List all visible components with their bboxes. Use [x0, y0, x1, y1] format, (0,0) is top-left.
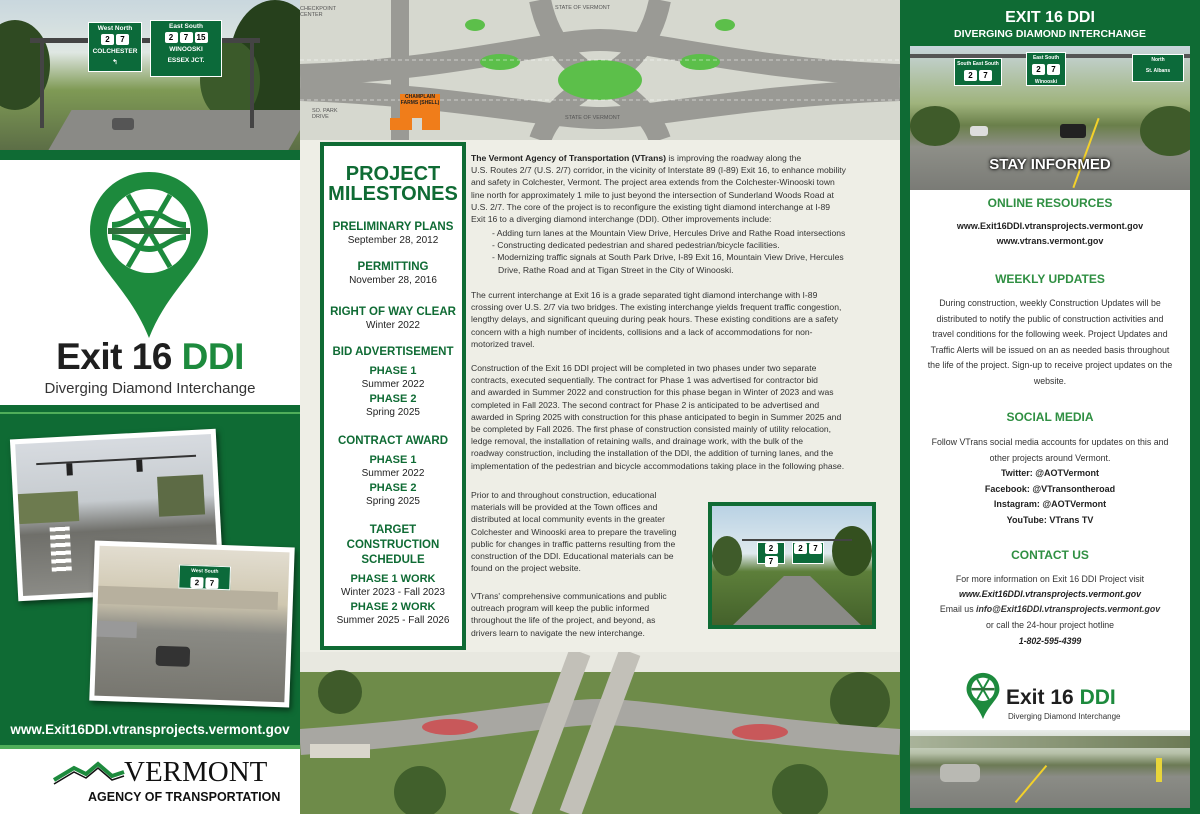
west-north-sign: West North 2 7 COLCHESTER ↰: [88, 22, 142, 72]
social-media-text: Follow VTrans social media accounts for updates on this and other projects around Vermont.: [931, 437, 1169, 463]
milestone-heading: PRELIMINARY PLANS: [332, 221, 454, 233]
milestone-heading: RIGHT OF WAY CLEAR: [330, 306, 456, 318]
weekly-updates-heading: WEEKLY UPDATES: [995, 272, 1105, 286]
logo-title: [0, 336, 300, 378]
map-label: CHECKPOINT CENTER: [300, 6, 336, 18]
vermont-wordmark: VERMONT: [124, 756, 268, 788]
logo-title-ddi: DDI: [181, 336, 244, 377]
list-item: - Adding turn lanes at the Mountain View Drive, Hercules Drive and Rathe Road intersections: [492, 228, 846, 238]
online-resources-heading: ONLINE RESOURCES: [987, 196, 1113, 210]
map-tag: CHAMPLAIN FARMS (SHELL): [400, 94, 440, 118]
contact-email-link[interactable]: info@Exit16DDI.vtransprojects.vermont.gov: [976, 604, 1161, 614]
list-item: - Modernizing traffic signals at South Park Drive, I-89 Exit 16, Mountain View Drive, Hercules: [492, 252, 844, 263]
milestone-date: Spring 2025: [366, 407, 420, 418]
milestone-date: November 28, 2016: [349, 275, 437, 286]
youtube-link[interactable]: YouTube: VTrans TV: [1006, 514, 1094, 525]
contact-hotline-line: or call the 24-hour project hotline: [985, 620, 1115, 630]
weekly-updates-text: During construction, weekly Construction Updates will be distributed to notify the public of construction activities and travel conditions for the following week. Project Updates and Traffic Alerts will be issued on an as needed basis throughout the life of the project. Sign-up to receive project updates on the website.: [927, 298, 1173, 386]
milestone-heading: TARGET: [369, 524, 417, 536]
social-media-heading: SOCIAL MEDIA: [1006, 410, 1094, 424]
right-logo-title: Exit 16 DDI: [1006, 686, 1116, 709]
contact-website-link[interactable]: www.Exit16DDI.vtransprojects.vermont.gov: [958, 589, 1141, 599]
list-item: - Constructing dedicated pedestrian and shared pedestrian/bicycle facilities.: [492, 240, 780, 251]
vtrans-link[interactable]: www.vtrans.vermont.gov: [996, 236, 1104, 246]
instagram-link[interactable]: Instagram: @AOTVermont: [993, 499, 1107, 509]
overhead-signs-photo: South East South 2 7 East South 2 7 Winooski North St. Albans: [910, 46, 1190, 190]
improvements-list: [492, 227, 882, 276]
east-south-sign: East South 2 7 15 WINOOSKI ESSEX JCT.: [150, 20, 222, 77]
agency-wordmark: AGENCY OF TRANSPORTATION: [88, 790, 281, 804]
green-accent-line: [0, 412, 300, 414]
milestone-date: Summer 2022: [361, 468, 425, 479]
facebook-link[interactable]: Facebook: @VTransontheroad: [984, 483, 1116, 494]
milestone-heading: PERMITTING: [357, 261, 429, 273]
milestone-date: Winter 2022: [366, 320, 420, 331]
right-logo-subtitle: Diverging Diamond Interchange: [1008, 712, 1121, 721]
milestone-date: September 28, 2012: [347, 235, 439, 246]
list-item: Drive, Rathe Road and at Tigan Street in the City of Winooski.: [498, 264, 734, 275]
milestone-phase: PHASE 2: [369, 482, 417, 494]
highway-signs-photo: [0, 0, 300, 150]
overpass-photo: West South 2 7: [89, 541, 294, 708]
milestone-phase: PHASE 2: [369, 393, 417, 405]
education-paragraph: Prior to and throughout construction, educational materials will be provided at the Town offices and distributed at local community events in the greater Colchester and Winooski area to prepare the traveling public for changes in traffic patterns resulting from the construction of the DDI. Educational materials can be found on the project website.: [471, 490, 677, 574]
top-plan-map: [300, 0, 900, 140]
milestone-date: Winter 2023 - Fall 2023: [341, 587, 445, 598]
map-label: SO. PARK DRIVE: [312, 108, 338, 120]
map-label: STATE OF VERMONT: [565, 115, 621, 121]
current-interchange-paragraph: The current interchange at Exit 16 is a grade separated tight diamond interchange with I-89 crossing over U.S. 2/7 via two bridges. The existing interchange yields frequent traffic congestion, lengthy delays, and significant queuing during peak hours. These existing conditions are a safety concern with a high number of incidents, collisions and a lack of accommodations for non- motorized travel.: [471, 290, 842, 349]
milestone-heading: SCHEDULE: [361, 554, 425, 566]
milestone-date: Summer 2022: [361, 379, 425, 390]
map-label: STATE OF VERMONT: [555, 5, 611, 11]
ddi-rendering-aerial: [300, 652, 900, 814]
milestone-phase: PHASE 1: [369, 454, 417, 466]
contact-us-heading: CONTACT US: [1011, 548, 1089, 562]
right-title: EXIT 16 DDI: [1005, 9, 1095, 26]
social-accounts: [915, 466, 1185, 528]
logo-subtitle: Diverging Diamond Interchange: [44, 380, 256, 397]
milestone-date: Summer 2025 - Fall 2026: [336, 615, 450, 626]
green-accent-line-bottom: [0, 745, 300, 749]
project-milestones-box: [320, 142, 466, 650]
milestone-phase: PHASE 1: [369, 365, 417, 377]
pedestrian-road-photo: [910, 730, 1190, 808]
road-signs-photo: 27 2 7: [708, 502, 876, 629]
green-divider: [0, 150, 300, 160]
construction-phases-paragraph: Construction of the Exit 16 DDI project will be completed in two phases under two separate contracts, executed sequentially. The contract for Phase 1 was advertised for contractor bid and awarded in Summer 2022 and construction for this phase began in Winter of 2023 and was completed in Fall 2023. The second contract for Phase 2 is anticipated to be advertised and awarded in Spring 2025 with construction for this phase anticipated to begin in Summer 2025 and be completed by Fall 2026. The first phase of construction consisted mainly of utility relocation, ledge removal, the installation of retaining walls, and drainage work, with the bulk of the roadway construction, including the installation of the DDI, the addition of turning lanes, and the implementation of the pedestrian and bicycle accommodations taking place in the following phase.: [471, 363, 845, 471]
contact-phone[interactable]: 1-802-595-4399: [1018, 636, 1082, 646]
milestones-title: PROJECT MILESTONES: [328, 163, 458, 205]
milestone-phase: PHASE 1 WORK: [350, 573, 436, 585]
milestone-heading: CONSTRUCTION: [346, 539, 440, 551]
ddi-pin-logo-small-icon: [966, 672, 1000, 720]
right-subtitle: DIVERGING DIAMOND INTERCHANGE: [954, 28, 1146, 40]
stay-informed-banner: STAY INFORMED: [989, 156, 1111, 173]
milestone-date: Spring 2025: [366, 496, 420, 507]
logo-title-exit: Exit 16: [56, 336, 172, 377]
milestone-heading: BID ADVERTISEMENT: [332, 346, 454, 358]
website-link[interactable]: www.Exit16DDI.vtransprojects.vermont.gov: [956, 221, 1144, 231]
outreach-paragraph: VTrans' comprehensive communications and public outreach program will keep the public informed throughout the life of the project, and beyond, as drivers learn to navigate the new interchange.: [471, 591, 667, 638]
milestone-heading: CONTRACT AWARD: [337, 435, 449, 447]
milestone-phase: PHASE 2 WORK: [350, 601, 436, 613]
intro-paragraph: The Vermont Agency of Transportation (VTrans) is improving the roadway along the U.S. Routes 2/7 (U.S. 2/7) corridor, in the vicinity of Interstate 89 (I-89) Exit 16, to enhance mobility and safety in Colchester, Vermont. The project area extends from the Colchester-Winooski town line north for approximately 1 mile to just beyond the intersection of Sunderland Woods Road at U.S. 2/7. The core of the project is to reconfigure the existing tight diamond interchange at I-89 Exit 16 to a diverging diamond interchange (DDI). Other improvements include:: [471, 153, 846, 225]
contact-intro: For more information on Exit 16 DDI Project visit: [955, 574, 1145, 584]
website-url-link[interactable]: www.Exit16DDI.vtransprojects.vermont.gov: [10, 722, 290, 737]
contact-email-line: Email us info@Exit16DDI.vtransprojects.vermont.gov: [939, 604, 1161, 614]
ddi-pin-logo-icon: [88, 170, 210, 340]
twitter-link[interactable]: Twitter: @AOTVermont: [1000, 468, 1100, 478]
